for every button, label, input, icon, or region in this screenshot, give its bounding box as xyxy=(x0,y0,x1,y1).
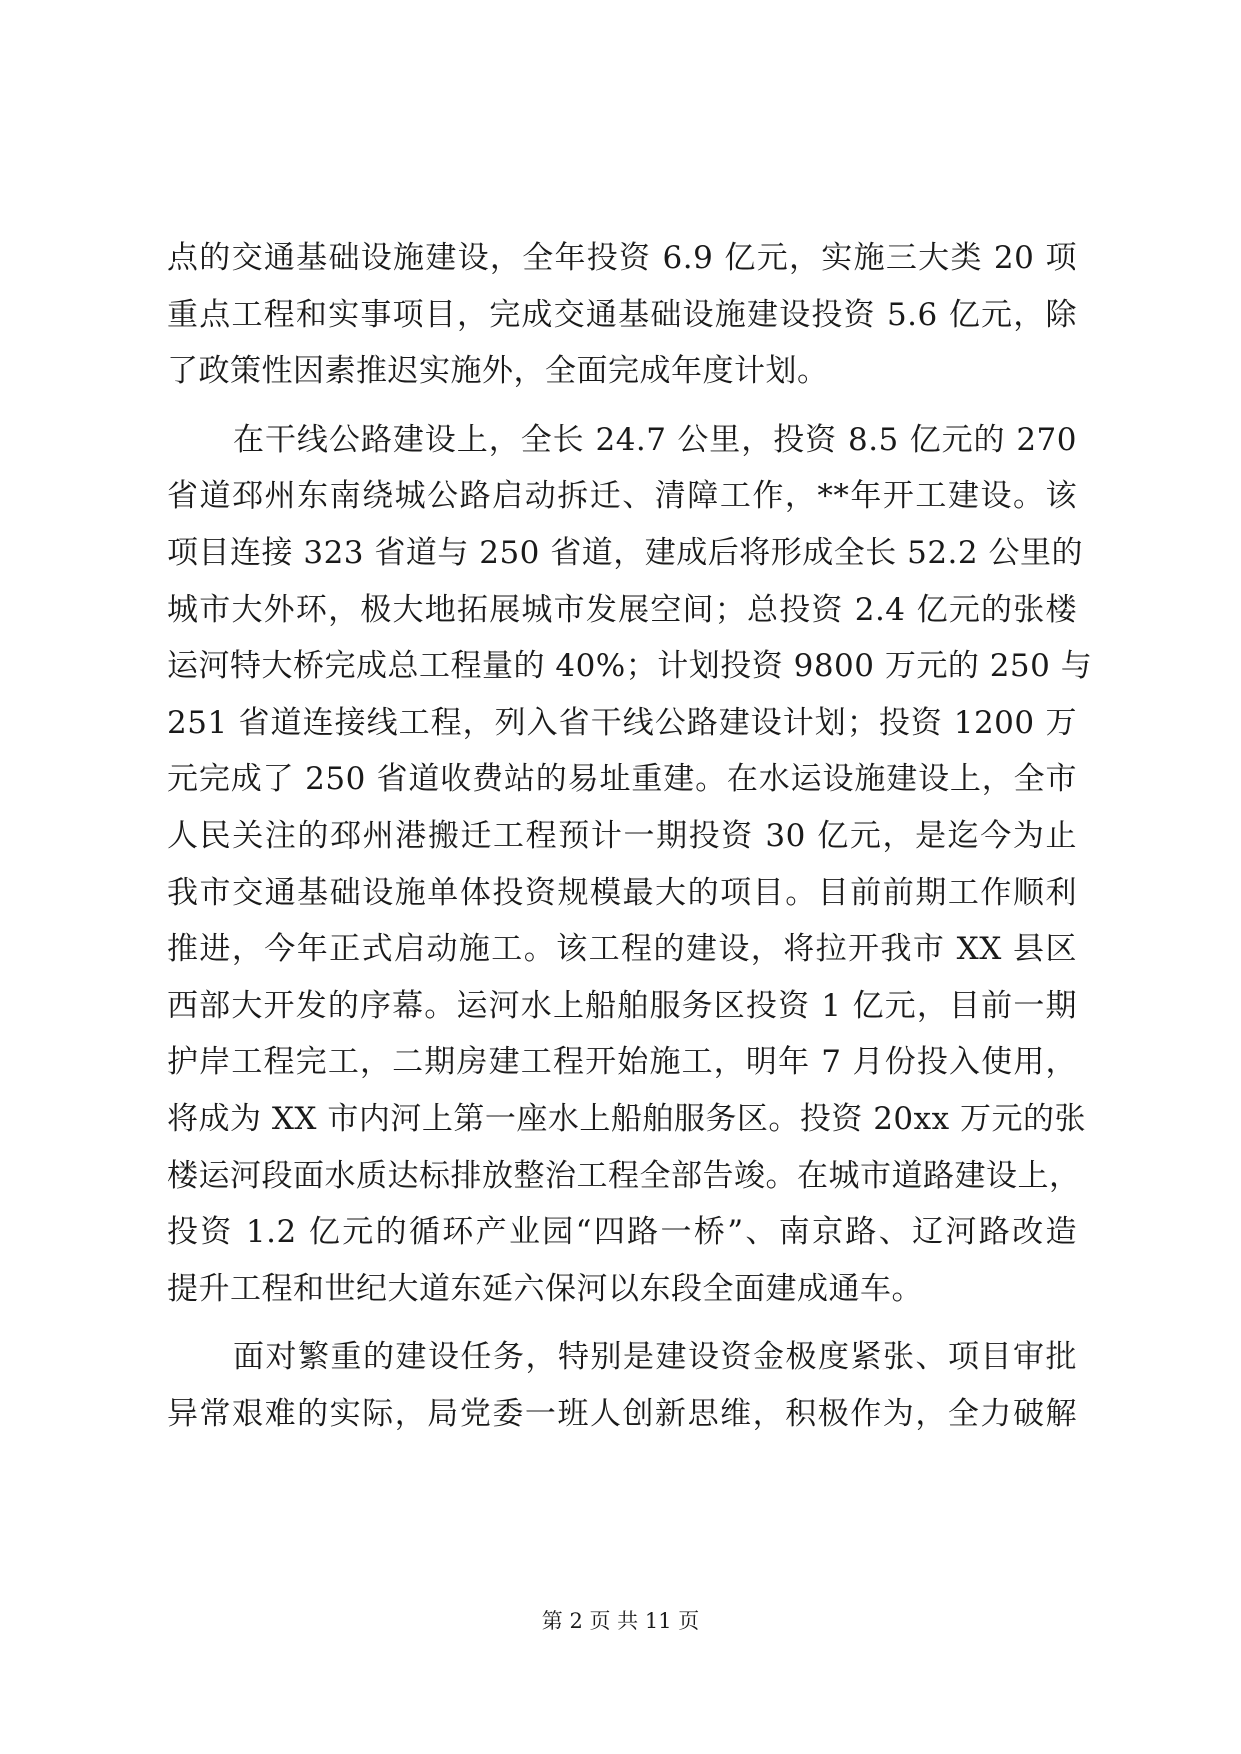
paragraph xyxy=(167,412,1093,1318)
page-footer: 第 2 页 共 11 页 xyxy=(541,1609,700,1633)
text-line: 元完成了 250 省道收费站的易址重建。在水运设施建设上，全市 xyxy=(167,761,1077,798)
text-line: 投资 1.2 亿元的循环产业园“四路一桥”、南京路、辽河路改造 xyxy=(167,1214,1077,1251)
text-line: 城市大外环，极大地拓展城市发展空间；总投资 2.4 亿元的张楼 xyxy=(167,591,1077,628)
text-line: 251 省道连接线工程，列入省干线公路建设计划；投资 1200 万 xyxy=(167,704,1077,741)
text-line: 面对繁重的建设任务，特别是建设资金极度紧张、项目审批 xyxy=(233,1339,1077,1376)
text-line: 项目连接 323 省道与 250 省道，建成后将形成全长 52.2 公里的 xyxy=(167,534,1083,571)
text-line: 点的交通基础设施建设，全年投资 6.9 亿元，实施三大类 20 项 xyxy=(167,240,1077,276)
text-line: 我市交通基础设施单体投资规模最大的项目。目前前期工作顺利 xyxy=(167,874,1077,911)
text-line: 异常艰难的实际，局党委一班人创新思维，积极作为，全力破解 xyxy=(167,1395,1077,1432)
text-line: 西部大开发的序幕。运河水上船舶服务区投资 1 亿元，目前一期 xyxy=(167,987,1077,1024)
text-line: 了政策性因素推迟实施外，全面完成年度计划。 xyxy=(167,353,829,390)
text-line: 将成为 XX 市内河上第一座水上船舶服务区。投资 20xx 万元的张 xyxy=(167,1100,1086,1137)
text-line: 护岸工程完工，二期房建工程开始施工，明年 7 月份投入使用， xyxy=(167,1044,1077,1081)
paragraph-gap xyxy=(167,400,1077,412)
paragraph xyxy=(167,230,1077,400)
paragraph-gap xyxy=(167,1317,1077,1329)
text-line: 人民关注的邳州港搬迁工程预计一期投资 30 亿元，是迄今为止 xyxy=(167,817,1077,854)
text-line: 楼运河段面水质达标排放整治工程全部告竣。在城市道路建设上， xyxy=(167,1157,1081,1194)
text-line: 提升工程和世纪大道东延六保河以东段全面建成通车。 xyxy=(167,1270,923,1307)
paragraph xyxy=(167,1329,1077,1442)
text-line: 重点工程和实事项目，完成交通基础设施建设投资 5.6 亿元，除 xyxy=(167,296,1077,333)
text-line: 省道邳州东南绕城公路启动拆迁、清障工作，**年开工建设。该 xyxy=(167,478,1077,515)
text-line: 运河特大桥完成总工程量的 40%；计划投资 9800 万元的 250 与 xyxy=(167,648,1093,685)
text-line: 推进，今年正式启动施工。该工程的建设，将拉开我市 XX 县区 xyxy=(167,931,1077,968)
text-line: 在干线公路建设上，全长 24.7 公里，投资 8.5 亿元的 270 xyxy=(233,421,1077,458)
document-body xyxy=(167,230,1093,1442)
